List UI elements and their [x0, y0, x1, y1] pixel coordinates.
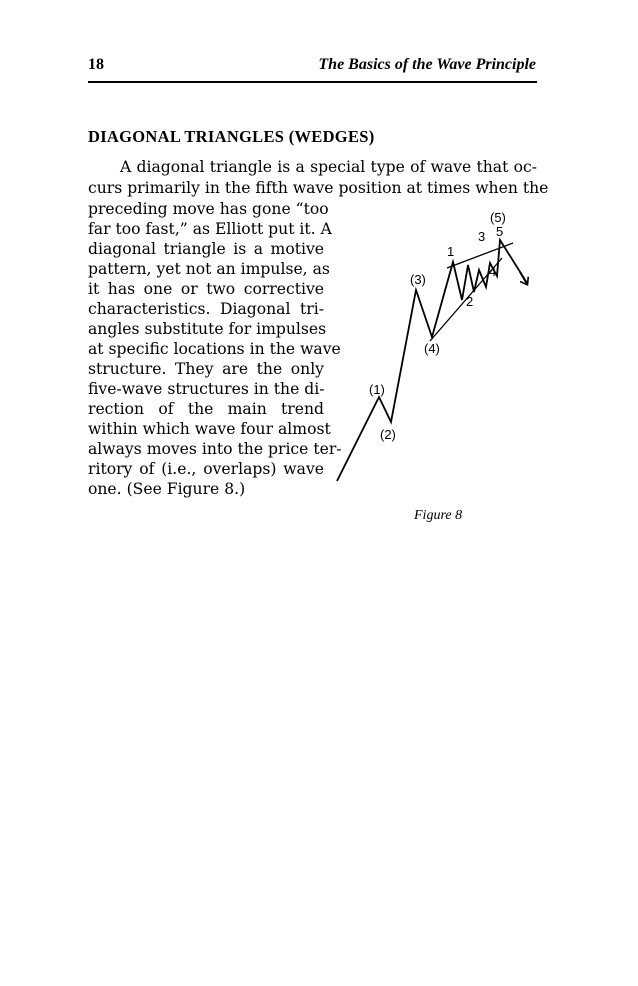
column-line: far too fast,” as Elliott put it. A — [88, 220, 332, 238]
column-line: angles substitute for impulses — [88, 320, 327, 338]
upper-trendline — [447, 243, 513, 268]
column-line: structure. They are the only — [88, 360, 324, 378]
column-line: one. (See Figure 8.) — [88, 480, 246, 498]
wave-label-3: (3) — [410, 272, 426, 287]
wave-label-1: (1) — [369, 382, 385, 397]
column-line: at specific locations in the wave — [88, 340, 341, 358]
figure-caption: Figure 8 — [414, 508, 463, 523]
column-line: five-wave structures in the di- — [88, 380, 325, 398]
paragraph-line-2: curs primarily in the fifth wave position at times when the — [88, 179, 549, 197]
column-line: within which wave four almost — [88, 420, 331, 438]
trend-arrow — [520, 272, 527, 284]
paragraph-column — [88, 199, 342, 499]
subwave-label-5: 5 — [496, 224, 504, 239]
wave-label-4: (4) — [424, 341, 440, 356]
wave-label-2: (2) — [380, 427, 396, 442]
subwave-label-4: 4 — [489, 264, 497, 279]
section-title: DIAGONAL TRIANGLES (WEDGES) — [88, 127, 375, 146]
wave-path — [337, 240, 527, 481]
wave-label-5: (5) — [490, 210, 506, 225]
wave-diagram — [330, 206, 540, 490]
subwave-label-2: 2 — [466, 294, 474, 309]
column-line: preceding move has gone “too — [88, 200, 329, 218]
subwave-label-1: 1 — [447, 244, 455, 259]
column-line: characteristics. Diagonal tri- — [88, 300, 324, 318]
paragraph-line-1: A diagonal triangle is a special type of wave that oc- — [120, 158, 537, 176]
column-line: always moves into the price ter- — [88, 440, 342, 458]
header-rule — [88, 81, 537, 83]
column-line: it has one or two corrective — [88, 280, 324, 298]
page-number: 18 — [88, 56, 104, 73]
column-line: pattern, yet not an impulse, as — [88, 260, 330, 278]
column-line: diagonal triangle is a motive — [88, 240, 324, 258]
running-head: The Basics of the Wave Principle — [318, 56, 536, 73]
column-line: ritory of (i.e., overlaps) wave — [88, 460, 324, 478]
column-line: rection of the main trend — [88, 400, 324, 418]
subwave-label-3: 3 — [478, 229, 486, 244]
